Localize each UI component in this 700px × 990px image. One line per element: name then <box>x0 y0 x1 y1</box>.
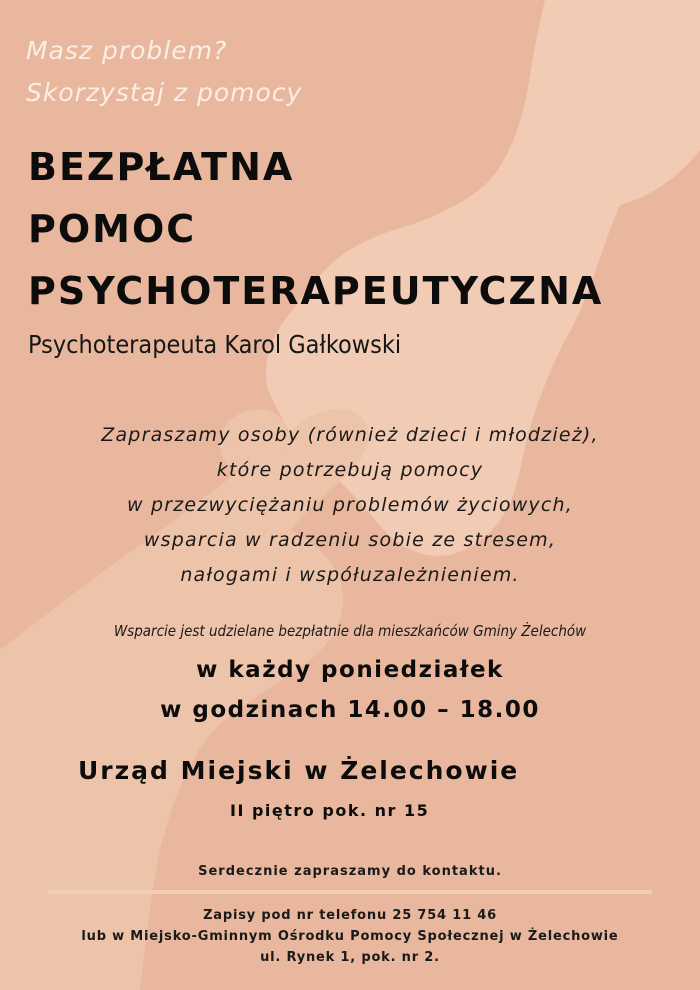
intro-line: nałogami i współuzależnieniem. <box>180 564 520 586</box>
closing-line: Serdecznie zapraszamy do kontaktu. <box>198 864 502 879</box>
support-note: Wsparcie jest udzielane bezpłatnie dla mieszkańców Gminy Żelechów <box>113 622 587 640</box>
contact-phone: Zapisy pod nr telefonu 25 754 11 46 <box>203 908 497 923</box>
intro-paragraph <box>0 418 700 593</box>
headline <box>28 136 603 322</box>
schedule-day: w każdy poniedziałek <box>196 657 504 683</box>
headline-line-3: PSYCHOTERAPEUTYCZNA <box>28 269 604 313</box>
contact-address: ul. Rynek 1, pok. nr 2. <box>260 950 440 965</box>
intro-line: w przezwyciężaniu problemów życiowych, <box>126 494 574 516</box>
headline-line-1: BEZPŁATNA <box>28 145 295 189</box>
tagline-line-1: Masz problem? <box>26 36 228 65</box>
divider <box>48 890 652 894</box>
office-name: Urząd Miejski w Żelechowie <box>78 756 520 785</box>
intro-line: Zapraszamy osoby (również dzieci i młodzież), <box>101 424 599 446</box>
contact-office: lub w Miejsko-Gminnym Ośrodku Pomocy Społecznej w Żelechowie <box>81 929 619 944</box>
headline-line-2: POMOC <box>28 207 197 251</box>
contact-info <box>0 905 700 968</box>
schedule <box>0 650 700 730</box>
room-number: II piętro pok. nr 15 <box>230 801 430 820</box>
schedule-hours: w godzinach 14.00 – 18.00 <box>160 697 540 723</box>
tagline <box>26 30 302 114</box>
intro-line: które potrzebują pomocy <box>216 459 484 481</box>
therapist-name: Psychoterapeuta Karol Gałkowski <box>28 330 402 359</box>
intro-line: wsparcia w radzeniu sobie ze stresem, <box>143 529 557 551</box>
tagline-line-2: Skorzystaj z pomocy <box>26 78 303 107</box>
